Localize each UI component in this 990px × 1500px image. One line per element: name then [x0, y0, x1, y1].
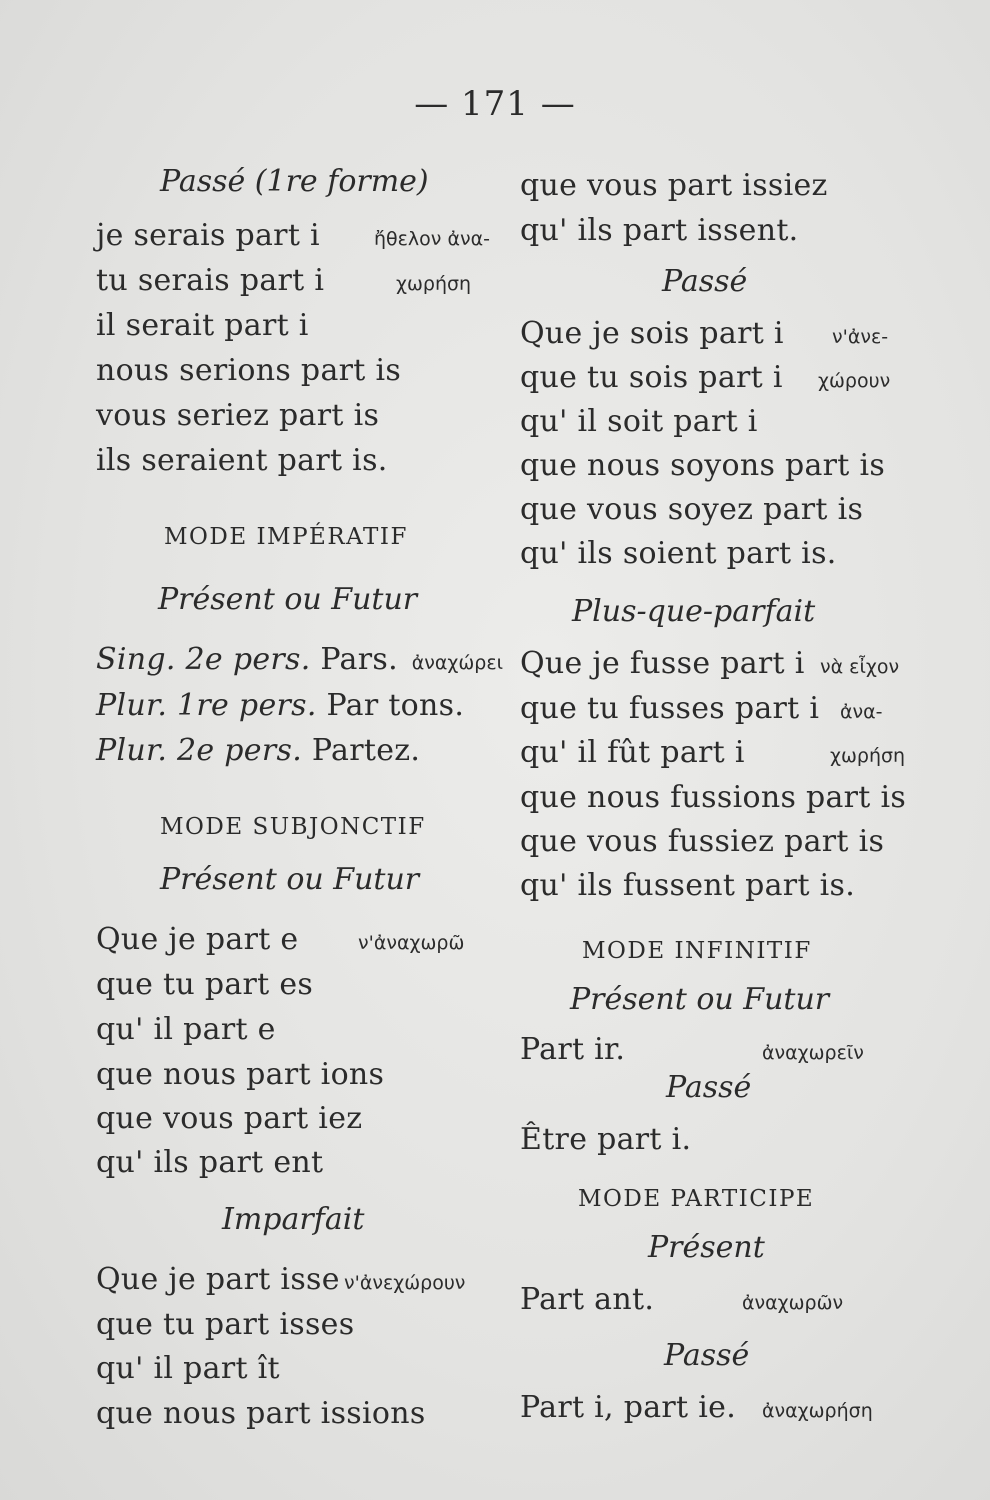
text-line: qu' ils part ent — [96, 1145, 324, 1180]
text-line: Que je fusse part i νὰ εἶχον — [520, 646, 900, 681]
text-line: ils seraient part is. — [96, 443, 388, 478]
text-line: que vous fussiez part is — [520, 824, 885, 859]
subjonctif-present-title: Présent ou Futur — [160, 862, 420, 897]
imperatif-line: Plur. 2e pers. Partez. — [96, 733, 421, 768]
text-line: que nous fussions part is — [520, 780, 907, 815]
mode-participe-heading: MODE PARTICIPE — [578, 1186, 815, 1212]
text-line: que vous soyez part is — [520, 492, 864, 527]
text-line: qu' ils part issent. — [520, 213, 799, 248]
text-line: que tu sois part i χώρουν — [520, 360, 891, 395]
text-line: que nous soyons part is — [520, 448, 886, 483]
text-line: Part ir. ἀναχωρεῖν — [520, 1032, 864, 1067]
text-line: que vous part issiez — [520, 168, 828, 203]
text-line: qu' il fût part i χωρήση — [520, 735, 906, 770]
text-line: qu' il part ît — [96, 1351, 280, 1386]
text-line: Que je sois part i ν'ἀνε- — [520, 316, 889, 351]
text-line: qu' il part e — [96, 1012, 276, 1047]
mode-subjonctif-heading: MODE SUBJONCTIF — [160, 814, 426, 840]
text-line: que tu part isses — [96, 1307, 355, 1342]
text-line: Que je part isse ν'ἀνεχώρουν — [96, 1262, 466, 1297]
text-line: nous serions part is — [96, 353, 402, 388]
imperatif-line: Plur. 1re pers. Par tons. — [96, 688, 465, 723]
text-line: Part ant. ἀναχωρῶν — [520, 1282, 844, 1317]
mode-infinitif-heading: MODE INFINITIF — [582, 938, 812, 964]
text-line: que vous part iez — [96, 1101, 363, 1136]
text-line: Que je part e ν'ἀναχωρῶ — [96, 922, 465, 957]
text-line: vous seriez part is — [96, 398, 380, 433]
participe-passe-title: Passé — [664, 1338, 750, 1373]
passe-first-form-title: Passé (1re forme) — [160, 164, 429, 199]
infinitif-passe-title: Passé — [666, 1070, 752, 1105]
text-line: que nous part ions — [96, 1057, 385, 1092]
text-line: que nous part issions — [96, 1396, 426, 1431]
text-line: que tu part es — [96, 967, 314, 1002]
text-line: qu' ils soient part is. — [520, 536, 837, 571]
plus-que-parfait-title: Plus-que-parfait — [572, 594, 816, 629]
text-line: que tu fusses part i ἀνα- — [520, 691, 883, 726]
text-line: je serais part i ἤθελον ἀνα- — [96, 218, 490, 253]
imparfait-title: Imparfait — [222, 1202, 365, 1237]
mode-imperatif-heading: MODE IMPÉRATIF — [164, 524, 408, 550]
imperatif-line: Sing. 2e pers. Pars. ἀναχώρει — [96, 642, 504, 677]
text-line: il serait part i — [96, 308, 309, 343]
passe-title: Passé — [662, 264, 748, 299]
text-line: tu serais part i χωρήση — [96, 263, 472, 298]
text-line: qu' il soit part i — [520, 404, 758, 439]
text-line: qu' ils fussent part is. — [520, 868, 856, 903]
page-number: — 171 — — [414, 84, 576, 124]
text-line: Être part i. — [520, 1122, 692, 1157]
infinitif-present-title: Présent ou Futur — [570, 982, 830, 1017]
imperatif-present-title: Présent ou Futur — [158, 582, 418, 617]
text-line: Part i, part ie. ἀναχωρήση — [520, 1390, 873, 1425]
participe-present-title: Présent — [648, 1230, 765, 1265]
